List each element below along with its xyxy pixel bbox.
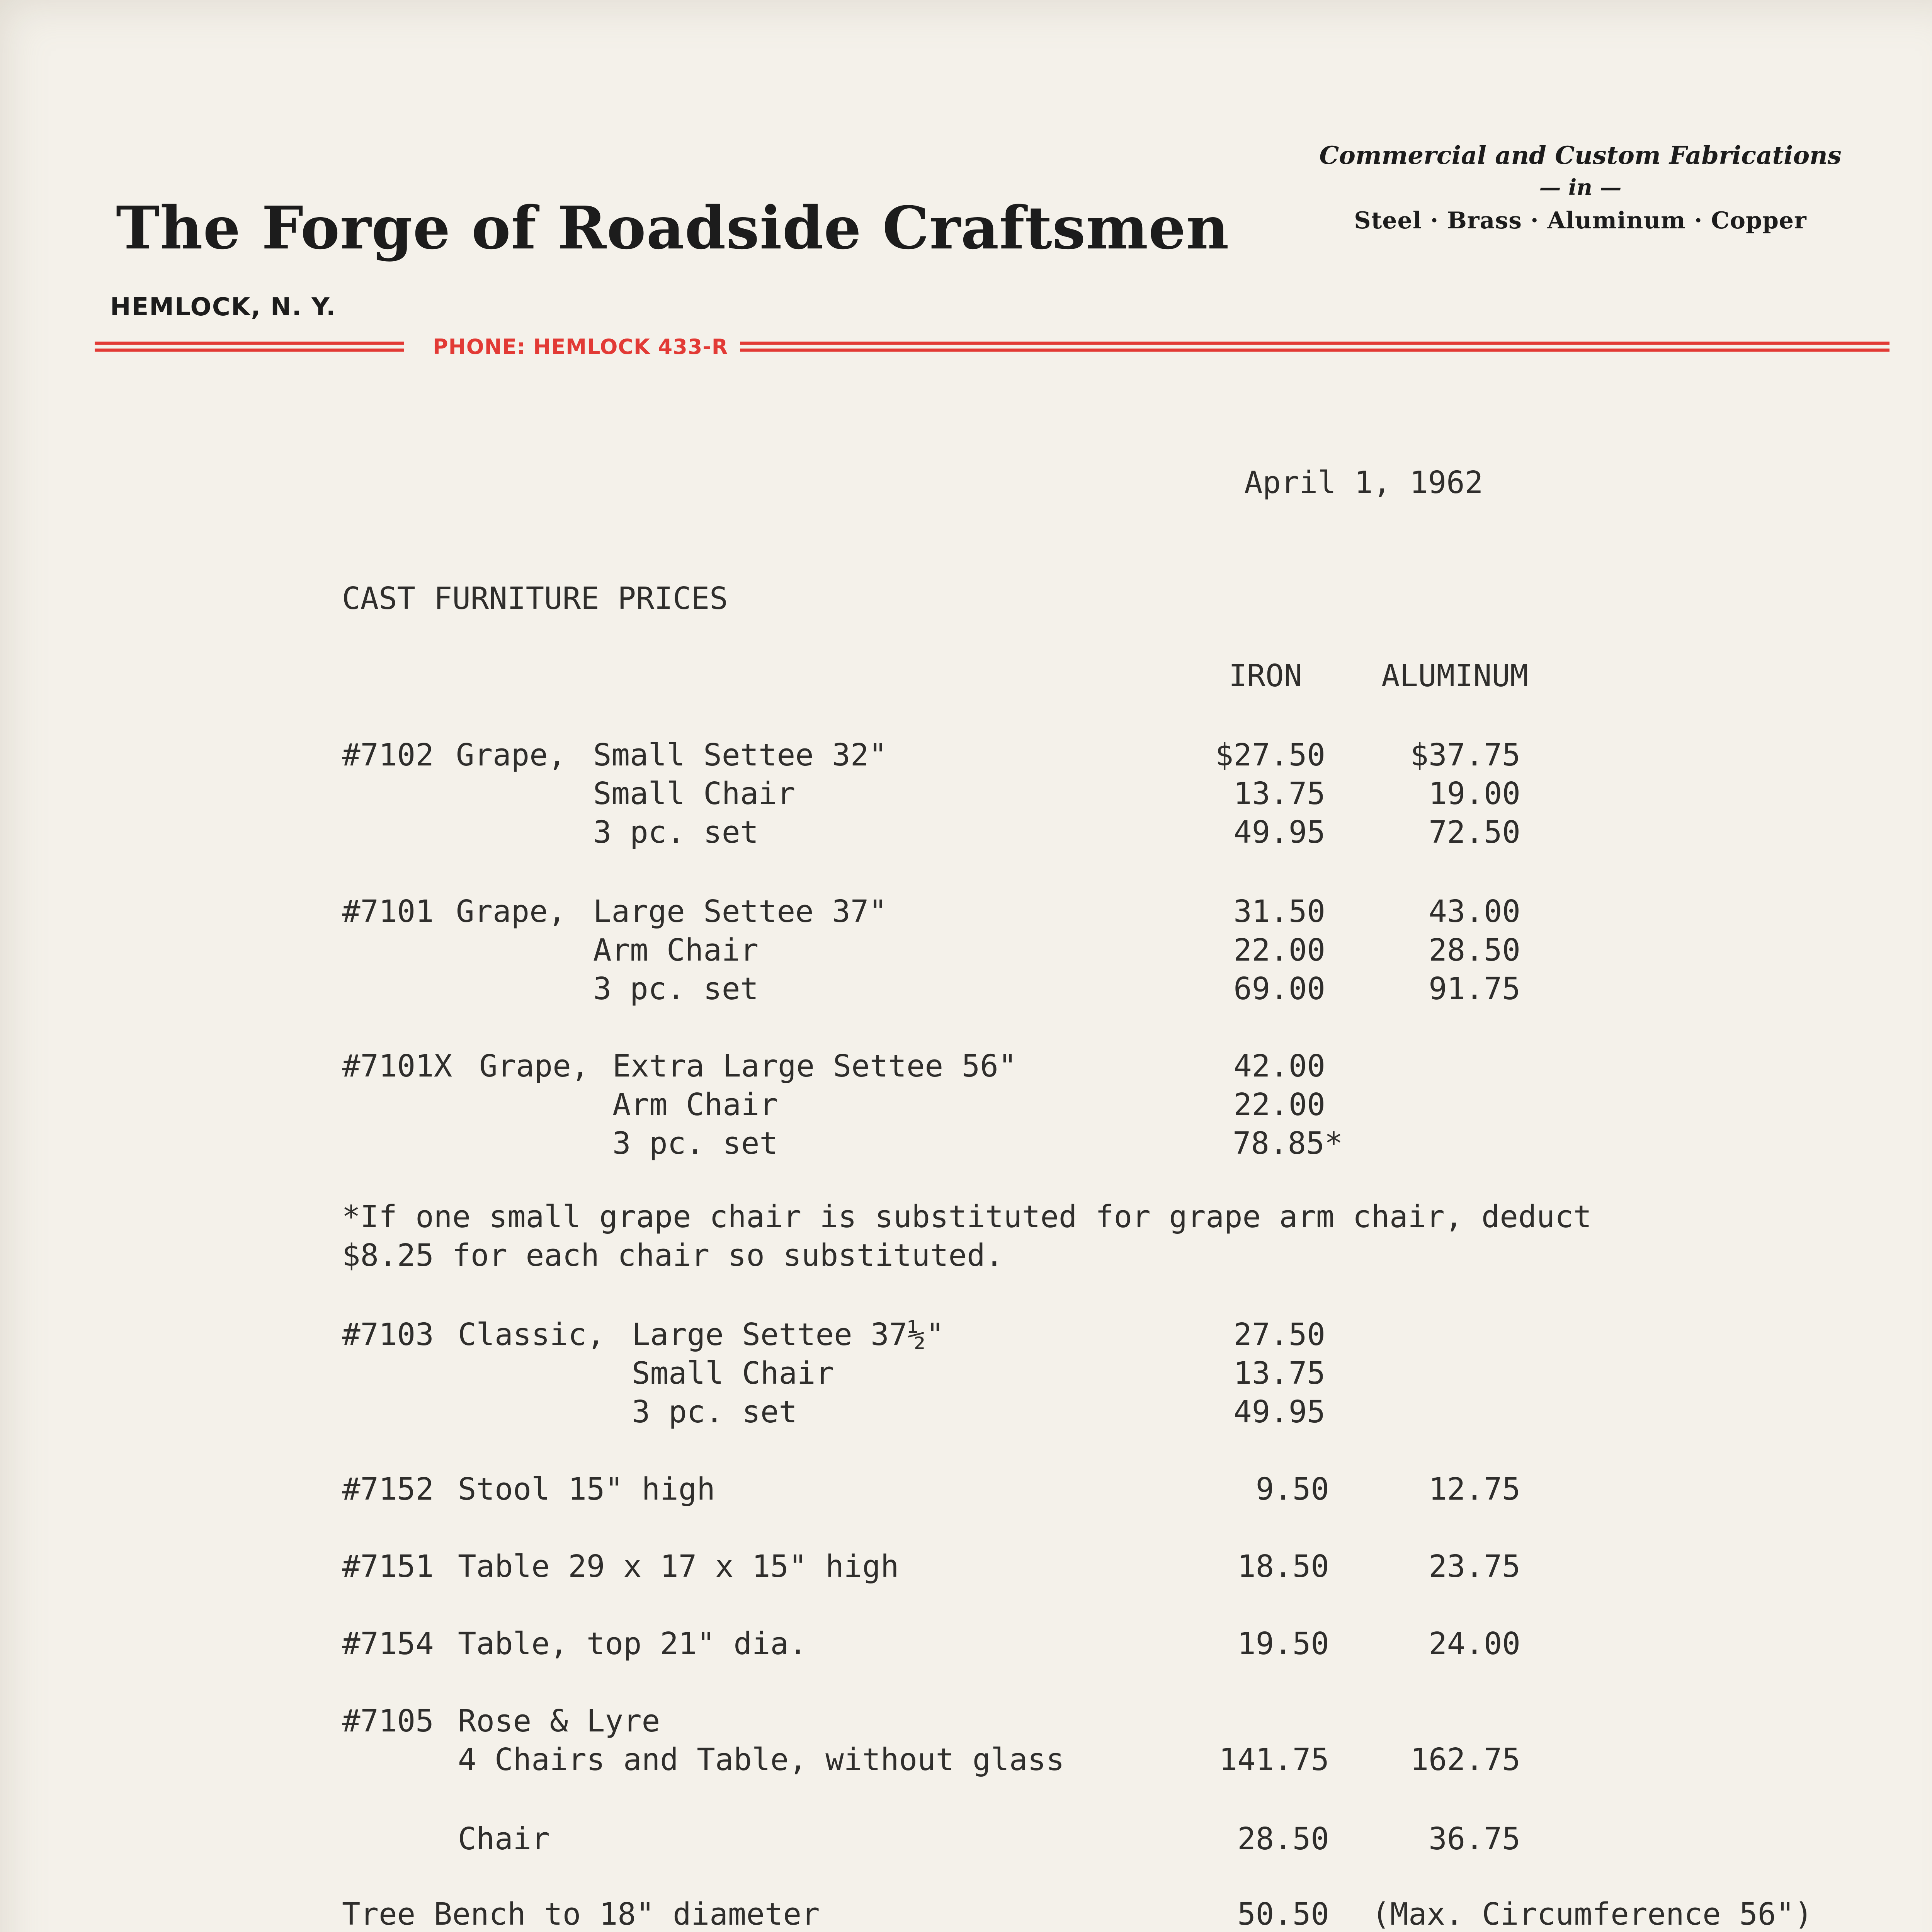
item-number: #7101 [342, 894, 434, 929]
letter-date: April 1, 1962 [1244, 465, 1483, 500]
iron-price: 141.75 [1219, 1742, 1329, 1777]
letterhead-right-block [1306, 141, 1855, 234]
item-number: #7154 [342, 1626, 434, 1662]
item-description: 4 Chairs and Table, without glass [458, 1742, 1065, 1777]
price-note: (Max. Circumference 56") [1372, 1896, 1813, 1932]
item-description: Small Chair [593, 776, 796, 811]
iron-price: 18.50 [1237, 1549, 1329, 1584]
company-phone: PHONE: HEMLOCK 433-R [433, 335, 728, 359]
item-number: #7102 [342, 737, 434, 773]
item-description: 3 pc. set [612, 1126, 778, 1161]
item-description: 3 pc. set [593, 815, 759, 850]
item-description: 3 pc. set [632, 1394, 798, 1430]
footnote-line: *If one small grape chair is substituted for grape arm chair, deduct [342, 1199, 1592, 1235]
iron-price: 19.50 [1237, 1626, 1329, 1662]
iron-price: 49.95 [1233, 1394, 1325, 1430]
company-city: HEMLOCK, N. Y. [110, 293, 337, 321]
item-description: Large Settee 37½" [632, 1317, 944, 1352]
item-description: Tree Bench to 18" diameter [342, 1896, 820, 1932]
item-number: #7103 [342, 1317, 434, 1352]
aluminum-price: 43.00 [1429, 894, 1520, 929]
item-number: #7152 [342, 1471, 434, 1507]
item-name: Rose & Lyre [458, 1703, 660, 1739]
iron-price: 27.50 [1233, 1317, 1325, 1352]
iron-price: 22.00 [1233, 1087, 1325, 1122]
item-description: Table 29 x 17 x 15" high [458, 1549, 899, 1584]
aluminum-price: 28.50 [1429, 932, 1520, 968]
item-description: Chair [458, 1821, 550, 1857]
iron-price: $27.50 [1215, 737, 1325, 773]
iron-price: 78.85* [1233, 1126, 1343, 1161]
iron-price: 31.50 [1233, 894, 1325, 929]
item-name: Grape, [456, 737, 566, 773]
aluminum-price: $37.75 [1410, 737, 1520, 773]
aluminum-price: 36.75 [1429, 1821, 1520, 1857]
aluminum-price: 12.75 [1429, 1471, 1520, 1507]
iron-price: 42.00 [1233, 1048, 1325, 1084]
item-description: Large Settee 37" [593, 894, 887, 929]
company-tagline: Commercial and Custom Fabrications [1319, 141, 1842, 170]
iron-price: 49.95 [1233, 815, 1325, 850]
item-name: Grape, [479, 1048, 590, 1084]
red-rule-right [740, 342, 1889, 352]
iron-price: 28.50 [1237, 1821, 1329, 1857]
company-name: The Forge of Roadside Craftsmen [116, 193, 1230, 262]
aluminum-price: 24.00 [1429, 1626, 1520, 1662]
item-number: #7151 [342, 1549, 434, 1584]
item-description: Stool 15" high [458, 1471, 715, 1507]
iron-price: 69.00 [1233, 971, 1325, 1007]
iron-price: 9.50 [1255, 1471, 1329, 1507]
aluminum-price: 19.00 [1429, 776, 1520, 811]
aluminum-price: 23.75 [1429, 1549, 1520, 1584]
metals-list: Steel · Brass · Aluminum · Copper [1354, 207, 1807, 234]
red-rule-left [95, 342, 404, 352]
item-name: Grape, [456, 894, 566, 929]
item-description: Small Chair [632, 1355, 834, 1391]
column-header-iron: IRON [1229, 658, 1303, 694]
aluminum-price: 91.75 [1429, 971, 1520, 1007]
tagline-in: — in — [1539, 175, 1622, 200]
iron-price: 50.50 [1237, 1896, 1329, 1932]
iron-price: 22.00 [1233, 932, 1325, 968]
aluminum-price: 162.75 [1410, 1742, 1520, 1777]
item-description: Extra Large Settee 56" [612, 1048, 1017, 1084]
page-heading: CAST FURNITURE PRICES [342, 581, 728, 616]
item-description: Table, top 21" dia. [458, 1626, 807, 1662]
iron-price: 13.75 [1233, 776, 1325, 811]
footnote-line: $8.25 for each chair so substituted. [342, 1238, 1004, 1273]
iron-price: 13.75 [1233, 1355, 1325, 1391]
item-description: Arm Chair [593, 932, 759, 968]
aluminum-price: 72.50 [1429, 815, 1520, 850]
item-number: #7105 [342, 1703, 434, 1739]
column-header-aluminum: ALUMINUM [1381, 658, 1529, 694]
item-description: 3 pc. set [593, 971, 759, 1007]
item-number: #7101X [342, 1048, 452, 1084]
item-description: Small Settee 32" [593, 737, 887, 773]
item-name: Classic, [458, 1317, 605, 1352]
item-description: Arm Chair [612, 1087, 778, 1122]
